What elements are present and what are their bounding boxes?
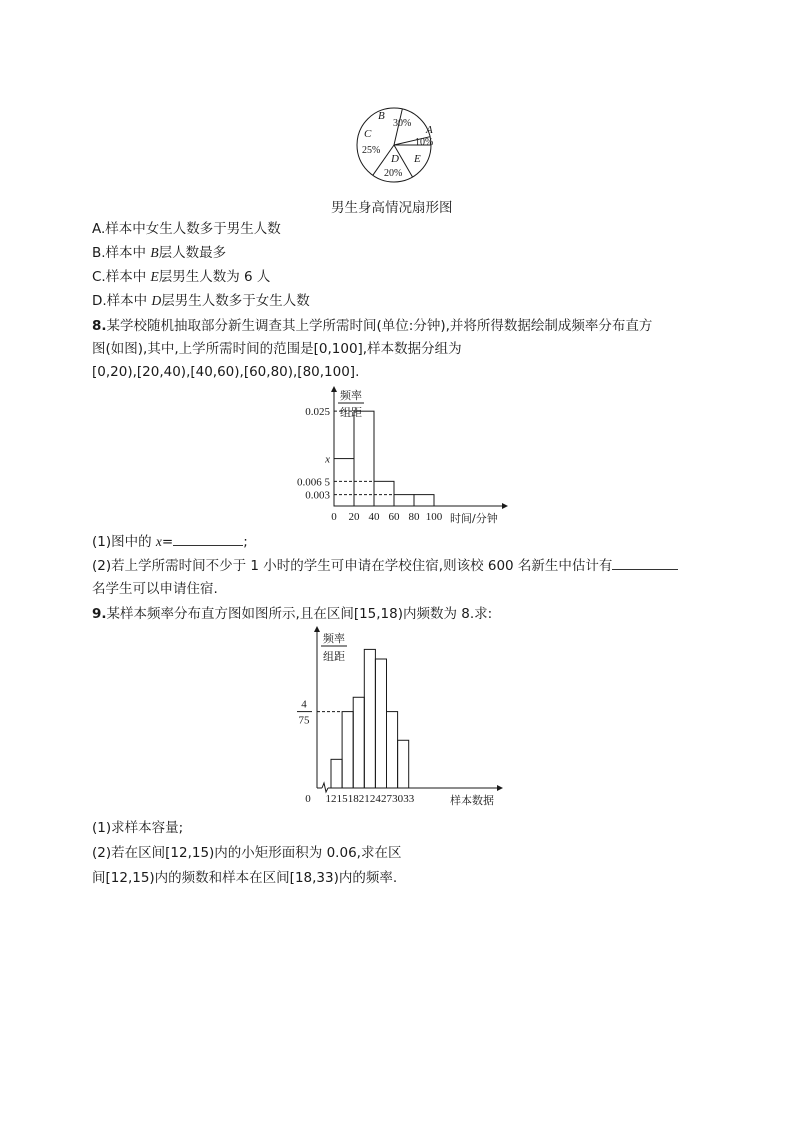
y-tick-numerator: 4	[301, 698, 307, 711]
pie-label-d: D	[391, 153, 399, 165]
x-label: 时间/分钟	[450, 512, 498, 525]
x-tick-3: 21	[358, 793, 370, 805]
x-tick-4: 24	[369, 793, 381, 805]
bar-4	[414, 495, 434, 506]
q8-sub1-prefix: (1)图中的	[92, 534, 156, 550]
y-label-bottom: 组距	[323, 650, 345, 663]
option-d-var: D	[151, 293, 162, 308]
bar-2	[353, 697, 364, 788]
option-a-text: A.样本中女生人数多于男生人数	[92, 221, 281, 237]
bar-0	[334, 459, 354, 506]
x-tick-5: 100	[425, 511, 443, 523]
y-tick-1: x	[325, 453, 330, 466]
option-a	[92, 219, 281, 239]
q9-text: 某样本频率分布直方图如图所示,且在区间[15,18)内频数为 8.求:	[106, 606, 493, 622]
q8-sub1-var: x	[155, 534, 162, 549]
x-tick-1: 20	[348, 511, 360, 523]
option-d-prefix: D.样本中	[92, 293, 152, 309]
option-d-suffix: 层男生人数多于女生人数	[161, 293, 310, 309]
axis-break	[322, 783, 328, 792]
y-label-bottom: 组距	[340, 406, 362, 419]
bar-1	[342, 712, 353, 788]
option-b-var: B	[150, 245, 159, 260]
pie-pct-c: 25%	[362, 145, 381, 156]
pie-chart	[345, 102, 455, 192]
q9-sub2-line1: (2)若在区间[12,15)内的小矩形面积为 0.06,求在区	[92, 845, 402, 861]
y-label-top: 频率	[340, 389, 362, 402]
pie-label-e: E	[414, 153, 421, 165]
x-tick-6: 30	[392, 793, 404, 805]
q8-number: 8.	[92, 318, 107, 334]
x-tick-3: 60	[388, 511, 400, 523]
q8-text-line1: 某学校随机抽取部分新生调查其上学所需时间(单位:分钟),并将所得数据绘制成频率分布直方	[106, 318, 653, 334]
q8-sub1-end: ;	[243, 534, 248, 550]
x-label: 样本数据	[450, 794, 494, 807]
q9-sub2-line2: 间[12,15)内的频数和样本在区间[18,33)内的频率.	[92, 870, 398, 886]
pie-label-c: C	[364, 128, 372, 140]
y-label-top: 频率	[323, 632, 345, 645]
bar-0	[331, 759, 342, 788]
option-c	[92, 267, 270, 287]
y-tick-denominator: 75	[298, 714, 310, 727]
bar-5	[387, 712, 398, 788]
q8-sub1-eq: =	[161, 534, 174, 550]
option-c-var: E	[150, 269, 159, 284]
y-axis-arrow	[314, 626, 320, 632]
bar-6	[398, 740, 409, 788]
q8-line1	[92, 316, 652, 336]
option-b	[92, 243, 226, 263]
x-tick-2: 18	[347, 793, 359, 805]
y-tick-0: 0.025	[305, 406, 330, 419]
x-tick-4: 80	[408, 511, 420, 523]
bar-3	[364, 649, 375, 788]
origin-label: 0	[305, 793, 311, 805]
x-tick-7: 33	[403, 793, 415, 805]
q8-sub1	[92, 531, 248, 552]
q8-line3: [0,20),[20,40),[40,60),[60,80),[80,100].	[92, 364, 360, 380]
bar-2	[374, 481, 394, 506]
bar-3	[394, 495, 414, 506]
x-tick-0: 0	[331, 511, 337, 523]
bar-4	[375, 659, 386, 788]
x-tick-2: 40	[368, 511, 380, 523]
x-axis-arrow	[502, 503, 508, 509]
q9-sub1: (1)求样本容量;	[92, 820, 184, 836]
q9-line1	[92, 604, 492, 624]
q8-sub2-line2: 名学生可以申请住宿.	[92, 581, 218, 597]
x-axis-arrow	[497, 785, 503, 791]
pie-pct-d: 20%	[384, 168, 403, 179]
q8-sub2-text: (2)若上学所需时间不少于 1 小时的学生可申请在学校住宿,则该校 600 名新生中估计有	[92, 558, 613, 574]
y-tick-2: 0.006 5	[297, 476, 330, 489]
option-c-prefix: C.样本中	[92, 269, 151, 285]
option-b-suffix: 层人数最多	[158, 245, 227, 261]
q8-sub2-line1	[92, 555, 678, 576]
q9-number: 9.	[92, 606, 107, 622]
y-axis-arrow	[331, 386, 337, 392]
x-tick-5: 27	[381, 793, 392, 805]
bar-1	[354, 411, 374, 506]
option-d	[92, 291, 310, 311]
pie-label-a: A	[426, 124, 433, 136]
sample-histogram	[292, 624, 512, 810]
pie-pct-b: 30%	[393, 118, 412, 129]
pie-title: 男生身高情况扇形图	[331, 200, 453, 216]
x-tick-1: 15	[336, 793, 348, 805]
q8-sub1-blank[interactable]	[173, 531, 243, 546]
pie-label-b: B	[378, 110, 385, 122]
q8-sub2-blank[interactable]	[612, 555, 678, 570]
option-b-prefix: B.样本中	[92, 245, 151, 261]
pie-pct-a: 10%	[415, 137, 434, 148]
y-tick-3: 0.003	[305, 489, 330, 502]
time-histogram	[290, 384, 520, 528]
option-c-suffix: 层男生人数为 6 人	[158, 269, 271, 285]
x-tick-0: 12	[325, 793, 337, 805]
q8-line2: 图(如图),其中,上学所需时间的范围是[0,100],样本数据分组为	[92, 341, 462, 357]
